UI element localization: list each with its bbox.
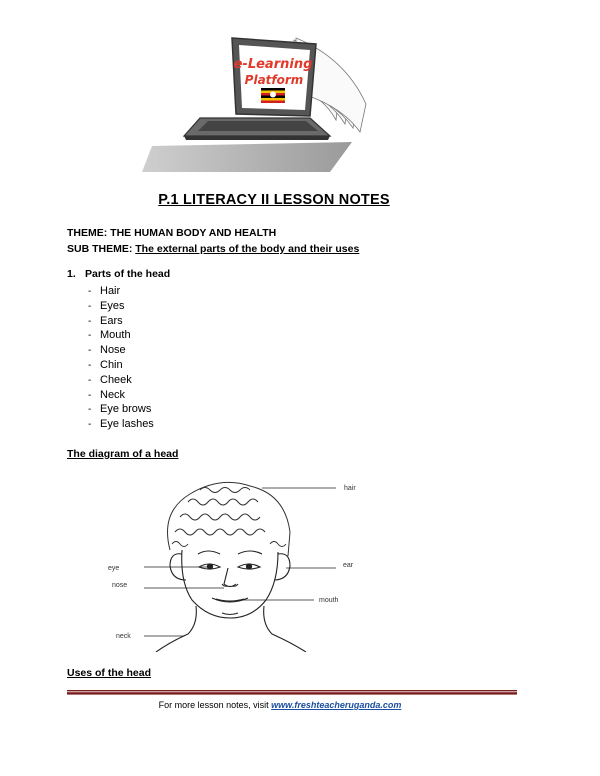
subtheme-value: The external parts of the body and their uses xyxy=(135,243,360,255)
elearning-platform-logo xyxy=(140,24,370,176)
section-heading xyxy=(67,268,170,280)
label-nose: nose xyxy=(112,582,128,589)
list-item-label: Ears xyxy=(100,314,123,327)
list-item xyxy=(88,373,154,388)
theme-label: THEME: xyxy=(67,227,108,239)
list-item-label: Eye brows xyxy=(100,403,152,416)
list-item xyxy=(88,358,154,373)
list-item xyxy=(88,284,154,299)
list-item-label: Mouth xyxy=(100,329,131,342)
list-item-label: Nose xyxy=(100,344,126,357)
parts-list xyxy=(88,284,154,432)
theme-line xyxy=(67,225,359,241)
diagram-heading: The diagram of a head xyxy=(67,448,179,460)
list-item xyxy=(88,388,154,403)
logo-text-line2: Platform xyxy=(244,73,304,87)
footer-divider xyxy=(67,690,517,695)
bullet-dash: - xyxy=(88,359,92,371)
label-ear: ear xyxy=(343,562,354,569)
label-hair: hair xyxy=(344,485,356,492)
subtheme-line xyxy=(67,241,359,257)
list-item xyxy=(88,299,154,314)
label-eye: eye xyxy=(108,565,120,572)
page-title: P.1 LITERACY II LESSON NOTES xyxy=(158,192,390,208)
theme-value: THE HUMAN BODY AND HEALTH xyxy=(110,227,277,239)
website-link[interactable]: www.freshteacheruganda.com xyxy=(271,700,402,710)
theme-block xyxy=(67,225,359,257)
list-item xyxy=(88,328,154,343)
list-item xyxy=(88,417,154,432)
list-item xyxy=(88,314,154,329)
bullet-dash: - xyxy=(88,389,92,401)
uganda-flag-icon xyxy=(261,88,285,103)
bullet-dash: - xyxy=(88,374,92,386)
list-item-label: Cheek xyxy=(100,373,132,386)
label-neck: neck xyxy=(116,633,131,640)
section-title: Parts of the head xyxy=(85,268,171,280)
bullet-dash: - xyxy=(88,345,92,357)
bullet-dash: - xyxy=(88,330,92,342)
label-mouth: mouth xyxy=(319,597,339,604)
bullet-dash: - xyxy=(88,315,92,327)
list-item-label: Neck xyxy=(100,388,126,401)
list-item-label: Hair xyxy=(100,285,121,297)
list-item-label: Eye lashes xyxy=(100,418,154,431)
bullet-dash: - xyxy=(88,419,92,431)
bullet-dash: - xyxy=(88,404,92,416)
head-diagram xyxy=(100,472,380,652)
list-item xyxy=(88,343,154,358)
subtheme-label: SUB THEME: xyxy=(67,243,133,255)
list-item-label: Eyes xyxy=(100,299,125,312)
logo-text-line1: e-Learning xyxy=(233,57,313,72)
list-item xyxy=(88,402,154,417)
list-item-label: Chin xyxy=(100,358,123,371)
bullet-dash: - xyxy=(88,286,92,297)
footer-text xyxy=(0,700,560,710)
uses-heading: Uses of the head xyxy=(67,667,152,679)
section-number: 1. xyxy=(67,268,76,280)
bullet-dash: - xyxy=(88,300,92,312)
footer-prefix: For more lesson notes, visit xyxy=(158,700,272,710)
